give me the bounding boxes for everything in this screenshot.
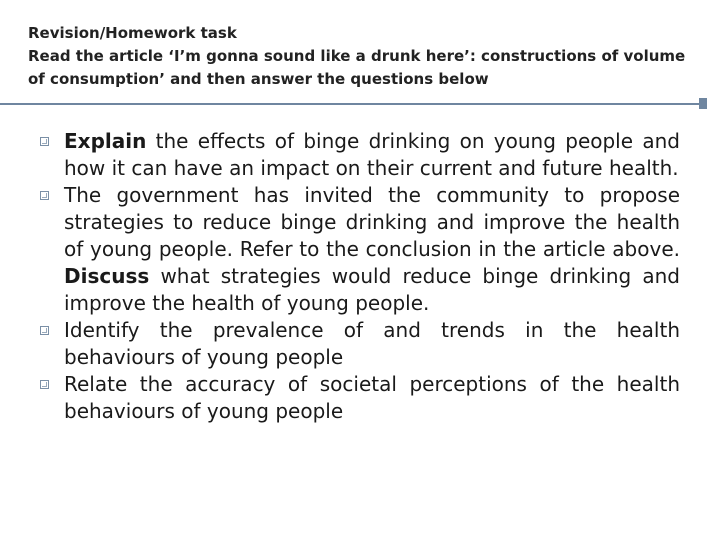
heading-line-3: of consumption’ and then answer the questions below	[28, 70, 489, 88]
keyword-explain: Explain	[64, 129, 147, 153]
keyword-discuss: Discuss	[64, 264, 150, 288]
square-bullet-icon	[40, 137, 49, 146]
question-list	[36, 128, 680, 425]
square-bullet-icon	[40, 380, 49, 389]
heading-line-1: Revision/Homework task	[28, 24, 237, 42]
question-text: the effects of binge drinking on young people and how it can have an impact on their current and future health.	[64, 129, 680, 180]
square-bullet-icon	[40, 191, 49, 200]
question-relate	[36, 371, 680, 425]
title-divider	[0, 103, 700, 105]
question-text: The government has invited the community to propose strategies to reduce binge drinking and improve the health of young people. Refer to the conclusion in the article above.	[64, 183, 680, 261]
question-explain	[36, 128, 680, 182]
task-heading	[28, 22, 698, 91]
question-text: Relate the accuracy of societal perceptions of the health behaviours of young people	[64, 372, 680, 423]
heading-line-2: Read the article ‘I’m gonna sound like a drunk here’: constructions of volume	[28, 47, 686, 65]
question-identify	[36, 317, 680, 371]
divider-end-block	[699, 98, 707, 109]
question-text: what strategies would reduce binge drinking and improve the health of young people.	[64, 264, 680, 315]
question-discuss	[36, 182, 680, 317]
question-text: Identify the prevalence of and trends in the health behaviours of young people	[64, 318, 680, 369]
square-bullet-icon	[40, 326, 49, 335]
